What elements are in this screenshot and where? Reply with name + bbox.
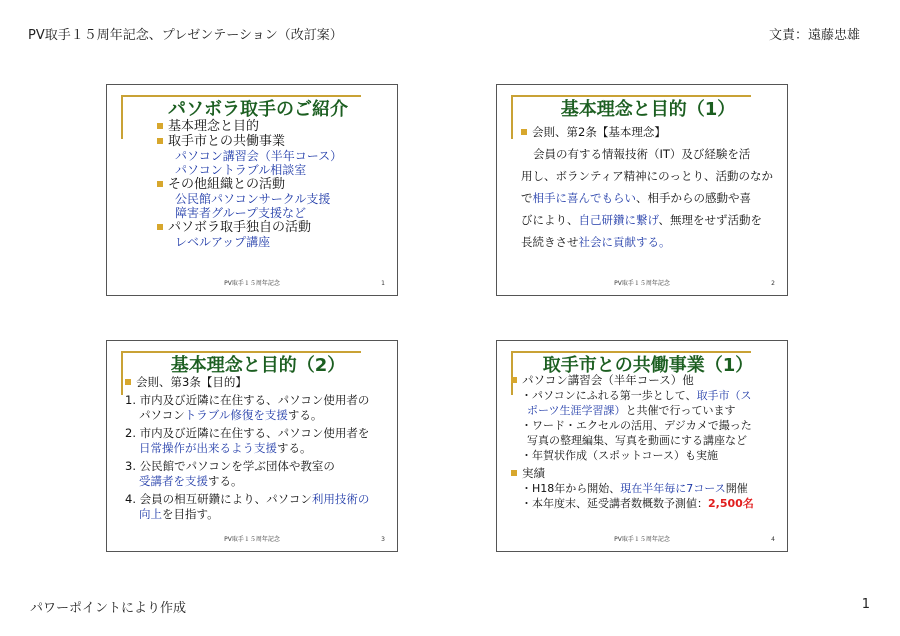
list-item: 4. 会員の相互研鑽により、パソコン利用技術の [125, 492, 370, 506]
text-line: 用し、ボランティア精神にのっとり、活動のなか [521, 169, 773, 183]
slide-footer: PV取手１５周年記念 [224, 280, 280, 287]
list-item: パソボラ取手独自の活動 [157, 220, 342, 235]
bullet-icon [157, 181, 163, 187]
document-header-title: PV取手１５周年記念、プレゼンテーション（改訂案） [28, 28, 343, 43]
list-item: 取手市との共働事業 [157, 134, 342, 149]
text-line: ・ワード・エクセルの活用、デジカメで撮った [521, 419, 752, 432]
text-line: で相手に喜んでもらい、相手からの感動や喜 [521, 191, 751, 205]
bullet-icon [125, 379, 131, 385]
text-line: ・年賀状作成（スポットコース）も実施 [521, 449, 719, 462]
slide-title: 基本理念と目的（2） [170, 355, 346, 376]
document-author: 文責：遠藤忠雄 [768, 28, 860, 43]
bullet-icon [157, 123, 163, 129]
bullet-icon [511, 470, 517, 476]
decorative-bar-vertical [121, 95, 123, 139]
slide-footer: PV取手１５周年記念 [224, 536, 280, 543]
list-item: 3. 公民館でパソコンを学ぶ団体や教室の [125, 459, 335, 473]
bullet-icon [521, 129, 527, 135]
decorative-bar-vertical [121, 351, 123, 395]
bullet-icon [157, 138, 163, 144]
text-line: ・パソコンにふれる第一歩として、取手市（ス [521, 389, 752, 402]
slide-body [521, 121, 779, 253]
slide-1 [106, 84, 398, 296]
text-line: ・H18年から開始、現在半年毎に7コース開催 [521, 482, 748, 495]
text-line: 長続きさせ社会に貢献する。 [521, 235, 671, 249]
slide-2 [496, 84, 788, 296]
list-item-continuation: 受講者を支援する。 [139, 474, 243, 488]
text-line: びにより、自己研鑽に繋げ、無理をせず活動を [521, 213, 763, 227]
document-footer-note: パワーポイントにより作成 [30, 601, 187, 616]
sub-item: レベルアップ講座 [175, 235, 271, 249]
section-heading: パソコン講習会（半年コース）他 [511, 373, 787, 388]
slide-number: 2 [771, 280, 775, 287]
list-item: 2. 市内及び近隣に在住する、パソコン使用者を [125, 426, 370, 440]
decorative-bar-vertical [511, 95, 513, 139]
list-item-continuation: 向上を目指す。 [139, 507, 219, 521]
bullet-icon [157, 224, 163, 230]
section-heading: 実績 [511, 466, 787, 481]
list-item-continuation: パソコントラブル修復を支援する。 [139, 408, 323, 422]
text-line: ポーツ生涯学習課）と共催で行っています [527, 404, 736, 417]
slide-3 [106, 340, 398, 552]
page-number: 1 [861, 597, 870, 612]
list-item: 基本理念と目的 [157, 119, 342, 134]
slide-number: 3 [381, 536, 385, 543]
slide-body [511, 373, 787, 511]
slide-footer: PV取手１５周年記念 [614, 280, 670, 287]
bullet-icon [511, 377, 517, 383]
text-line: 会員の有する情報技術（IT）及び経験を活 [533, 147, 751, 161]
list-item: 1. 市内及び近隣に在住する、パソコン使用者の [125, 393, 370, 407]
slide-title: パソボラ取手のご紹介 [168, 99, 348, 120]
slide-title: 基本理念と目的（1） [560, 99, 736, 120]
slide-number: 1 [381, 280, 385, 287]
text-line: ・本年度末、延受講者数概数予測値：2,500名 [521, 497, 754, 510]
sub-item: パソコン講習会（半年コース） [175, 149, 343, 163]
slide-title: 取手市との共働事業（1） [542, 355, 754, 376]
list-item-continuation: 日常操作が出来るよう支援する。 [139, 441, 312, 455]
slide-body [125, 375, 391, 522]
sub-item: 障害者グループ支援など [175, 206, 307, 220]
slide-number: 4 [771, 536, 775, 543]
slide-heading: 会則、第3条【目的】 [125, 375, 391, 390]
slide-footer: PV取手１５周年記念 [614, 536, 670, 543]
sub-item: 公民館パソコンサークル支援 [175, 192, 331, 206]
list-item: その他組織との活動 [157, 177, 342, 192]
slide-body [157, 119, 342, 249]
slide-4 [496, 340, 788, 552]
sub-item: パソコントラブル相談室 [175, 163, 307, 177]
text-line: 写真の整理編集、写真を動画にする講座など [527, 434, 747, 447]
slide-heading: 会則、第2条【基本理念】 [521, 121, 779, 143]
